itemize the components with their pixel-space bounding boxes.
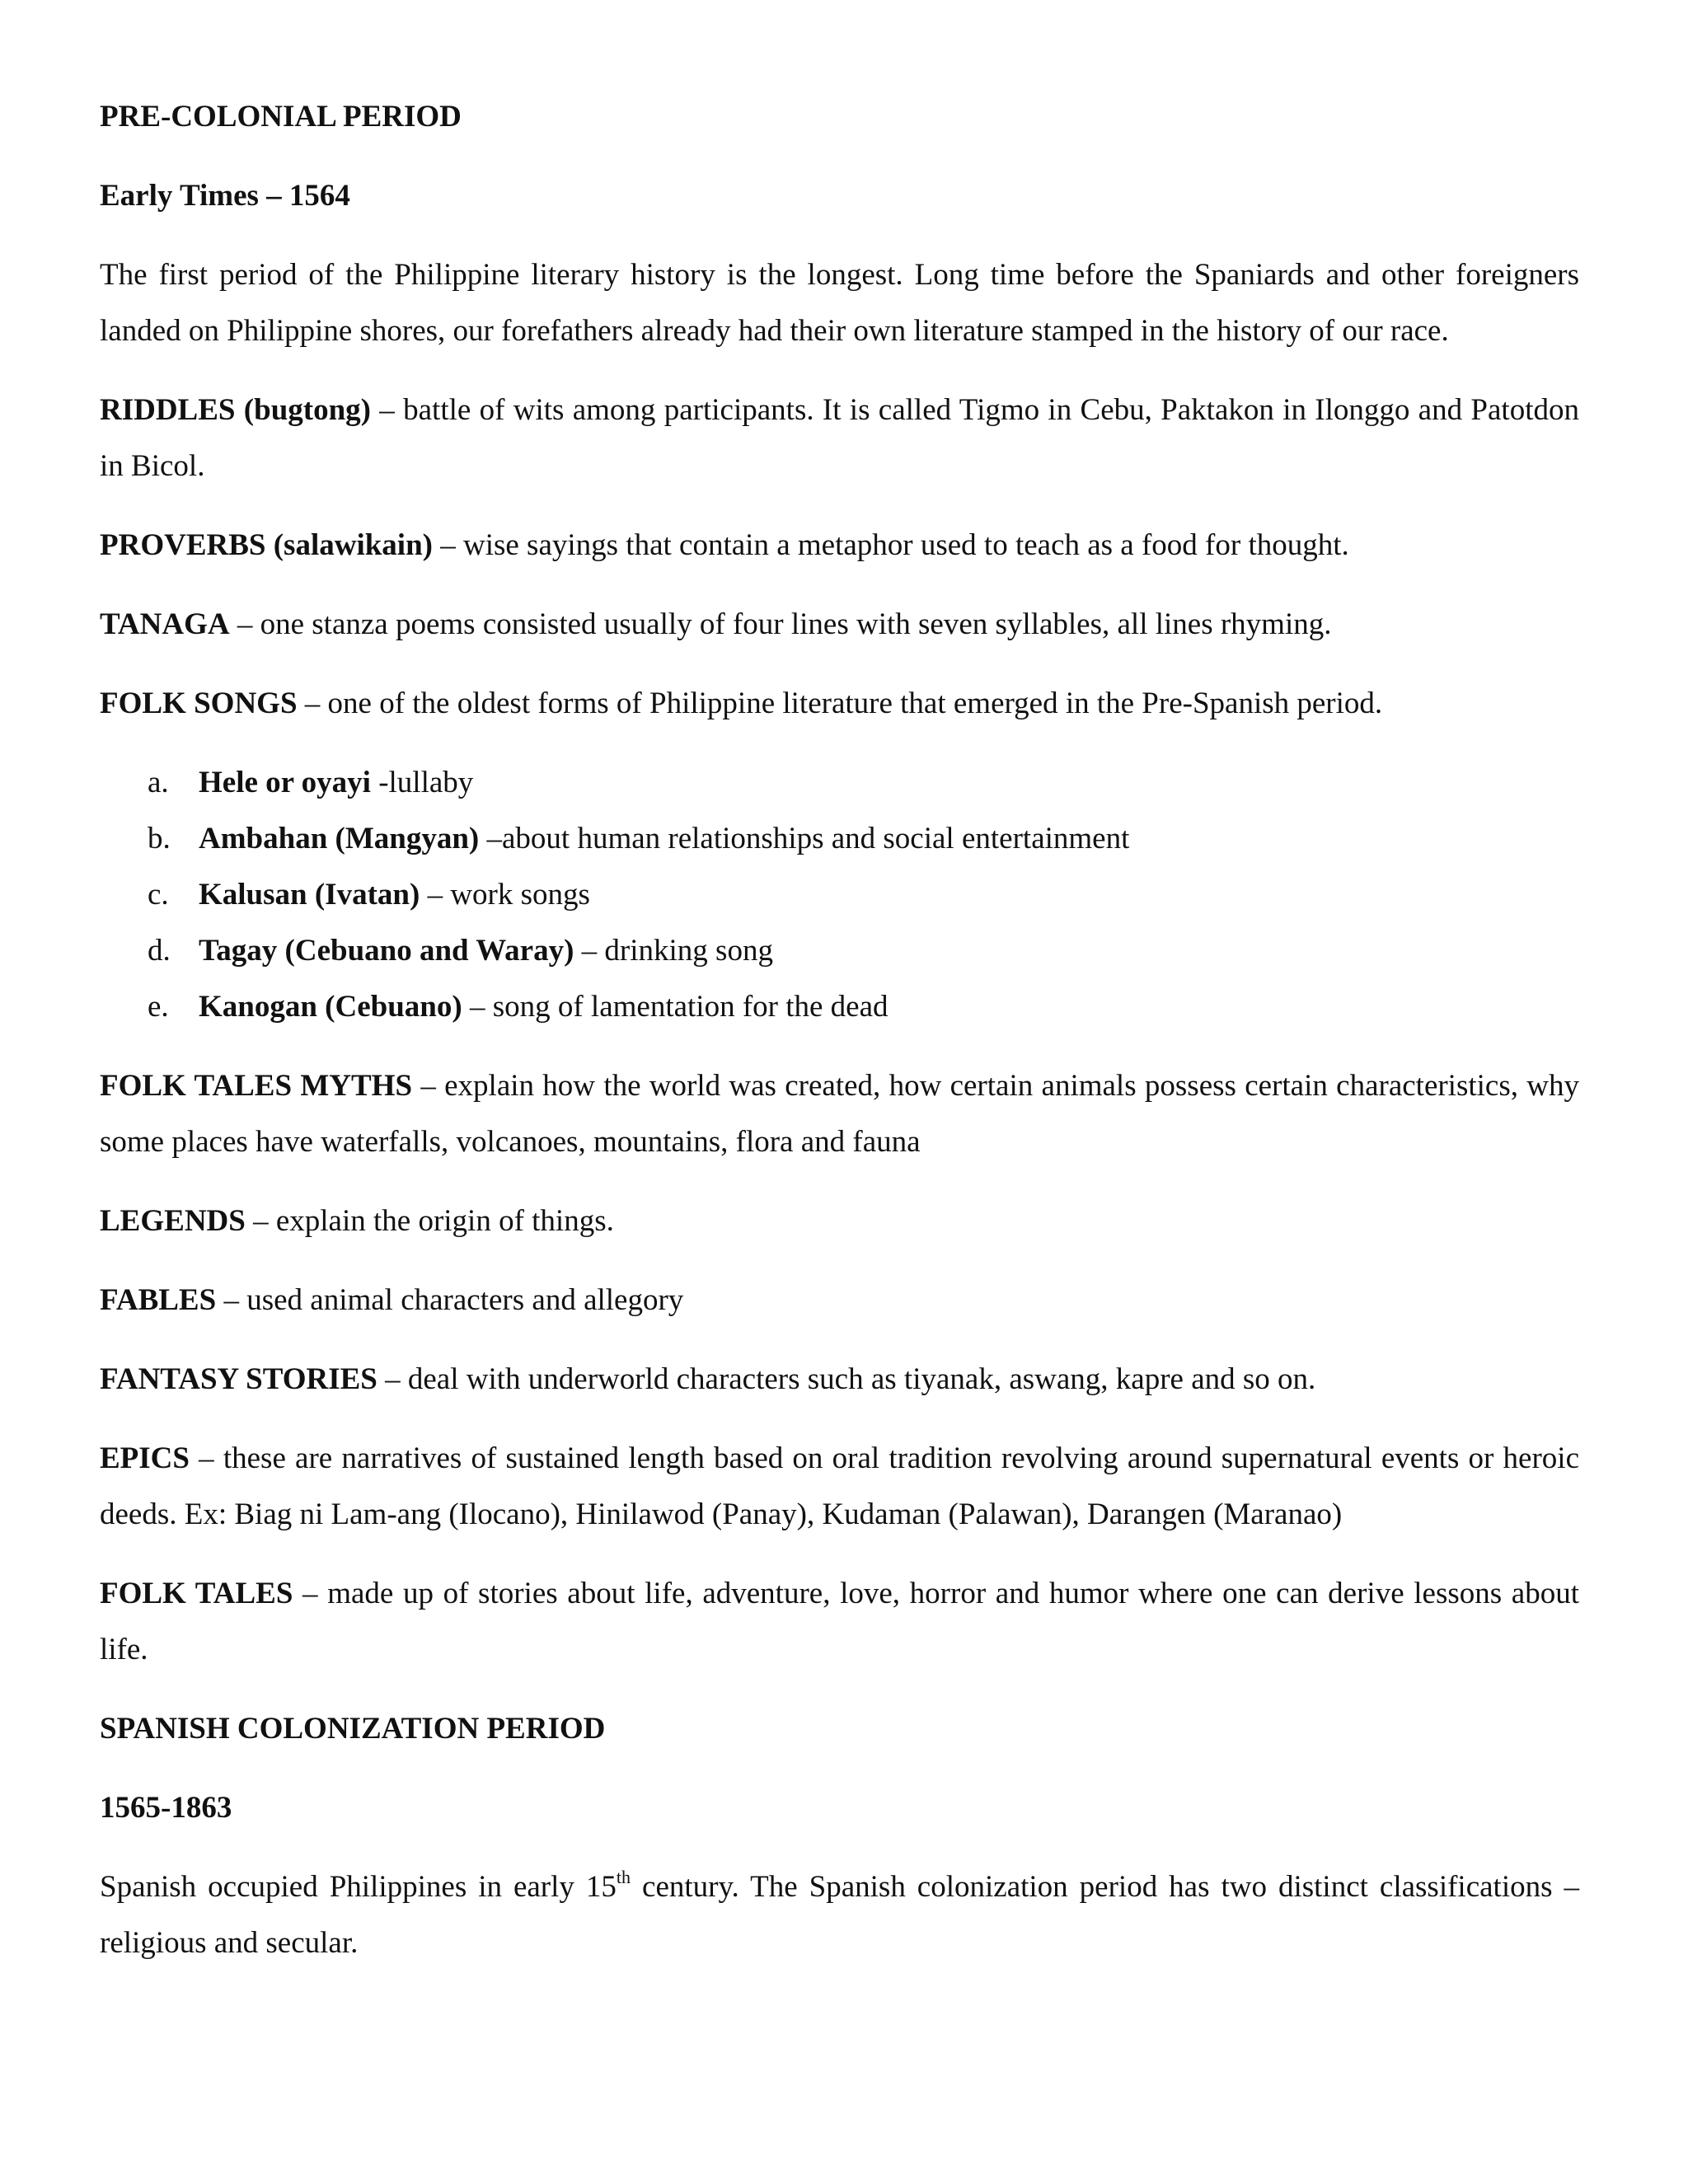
term: FOLK TALES (100, 1577, 293, 1610)
list-marker: c. (148, 878, 169, 912)
definition: – deal with underworld characters such as tiyanak, aswang, kapre and so on. (377, 1362, 1316, 1396)
entry-epics (100, 1431, 1579, 1543)
definition: – work songs (420, 878, 590, 912)
term: FOLK TALES MYTHS (100, 1069, 413, 1103)
entry-fantasy-stories (100, 1352, 1579, 1408)
definition: – wise sayings that contain a metaphor used to teach as a food for thought. (432, 528, 1349, 562)
spanish-intro-paragraph (100, 1859, 1579, 1971)
subheading-years: 1565-1863 (100, 1791, 232, 1825)
list-item (148, 867, 1579, 923)
entry-tanaga (100, 597, 1579, 653)
term: Kanogan (Cebuano) (199, 990, 462, 1024)
list-marker: d. (148, 934, 171, 968)
definition: –about human relationships and social entertainment (479, 822, 1130, 855)
term: LEGENDS (100, 1204, 246, 1238)
term: Tagay (Cebuano and Waray) (199, 934, 574, 968)
entry-fables (100, 1272, 1579, 1329)
term: RIDDLES (bugtong) (100, 393, 371, 427)
list-marker: b. (148, 822, 171, 855)
entry-folk-tales (100, 1566, 1579, 1678)
entry-proverbs (100, 518, 1579, 574)
definition: – drinking song (574, 934, 773, 968)
term: TANAGA (100, 607, 230, 641)
entry-folk-tales-myths (100, 1058, 1579, 1170)
definition: – one stanza poems consisted usually of four lines with seven syllables, all lines rhyming. (229, 607, 1332, 641)
definition: – used animal characters and allegory (216, 1283, 684, 1317)
definition: – explain how the world was created, how certain animals possess certain characteristics, why some places have waterfalls, volcanoes, mountains, flora and fauna (100, 1069, 1580, 1159)
list-item (148, 923, 1579, 979)
entry-folk-songs (100, 676, 1579, 732)
list-item (148, 755, 1579, 811)
term: EPICS (100, 1441, 190, 1475)
definition: – these are narratives of sustained length based on oral tradition revolving around supernatural events or heroic deeds. Ex: Biag ni Lam-ang (Ilocano), Hinilawod (Panay), Kudaman (Palawan), Darangen (Maranao) (100, 1441, 1579, 1531)
document-page (100, 89, 1579, 1994)
term: Ambahan (Mangyan) (199, 822, 480, 855)
list-item (148, 811, 1579, 867)
section-heading-spanish: SPANISH COLONIZATION PERIOD (100, 1712, 606, 1746)
list-marker: e. (148, 990, 169, 1024)
term: Kalusan (Ivatan) (199, 878, 420, 912)
folk-song-list (100, 755, 1579, 1035)
definition: – one of the oldest forms of Philippine literature that emerged in the Pre-Spanish period. (297, 687, 1383, 720)
intro-paragraph: The first period of the Philippine literary history is the longest. Long time before the Spaniards and other foreigners landed on Philippine shores, our forefathers already had their own literature stamped in the history of our race. (100, 258, 1579, 348)
entry-riddles (100, 382, 1579, 494)
intro-text-continued: century. The Spanish colonization period has two distinct classifications – religious and secular. (100, 1870, 1579, 1960)
entry-legends (100, 1193, 1579, 1249)
ordinal-superscript: th (616, 1867, 631, 1887)
subheading-early-times: Early Times – 1564 (100, 179, 350, 213)
term: FANTASY STORIES (100, 1362, 377, 1396)
term: PROVERBS (salawikain) (100, 528, 433, 562)
list-marker: a. (148, 766, 169, 799)
term: FABLES (100, 1283, 217, 1317)
definition: – explain the origin of things. (245, 1204, 614, 1238)
term: Hele or oyayi (199, 766, 371, 799)
definition: – song of lamentation for the dead (462, 990, 889, 1024)
list-item (148, 979, 1579, 1035)
definition: – made up of stories about life, adventure, love, horror and humor where one can derive lessons about life. (100, 1577, 1579, 1666)
definition: -lullaby (370, 766, 474, 799)
term: FOLK SONGS (100, 687, 298, 720)
definition: – battle of wits among participants. It is called Tigmo in Cebu, Paktakon in Ilonggo and Patotdon in Bicol. (100, 393, 1579, 483)
section-heading-pre-colonial: PRE-COLONIAL PERIOD (100, 100, 462, 134)
intro-text: Spanish occupied Philippines in early 15 (100, 1870, 617, 1904)
